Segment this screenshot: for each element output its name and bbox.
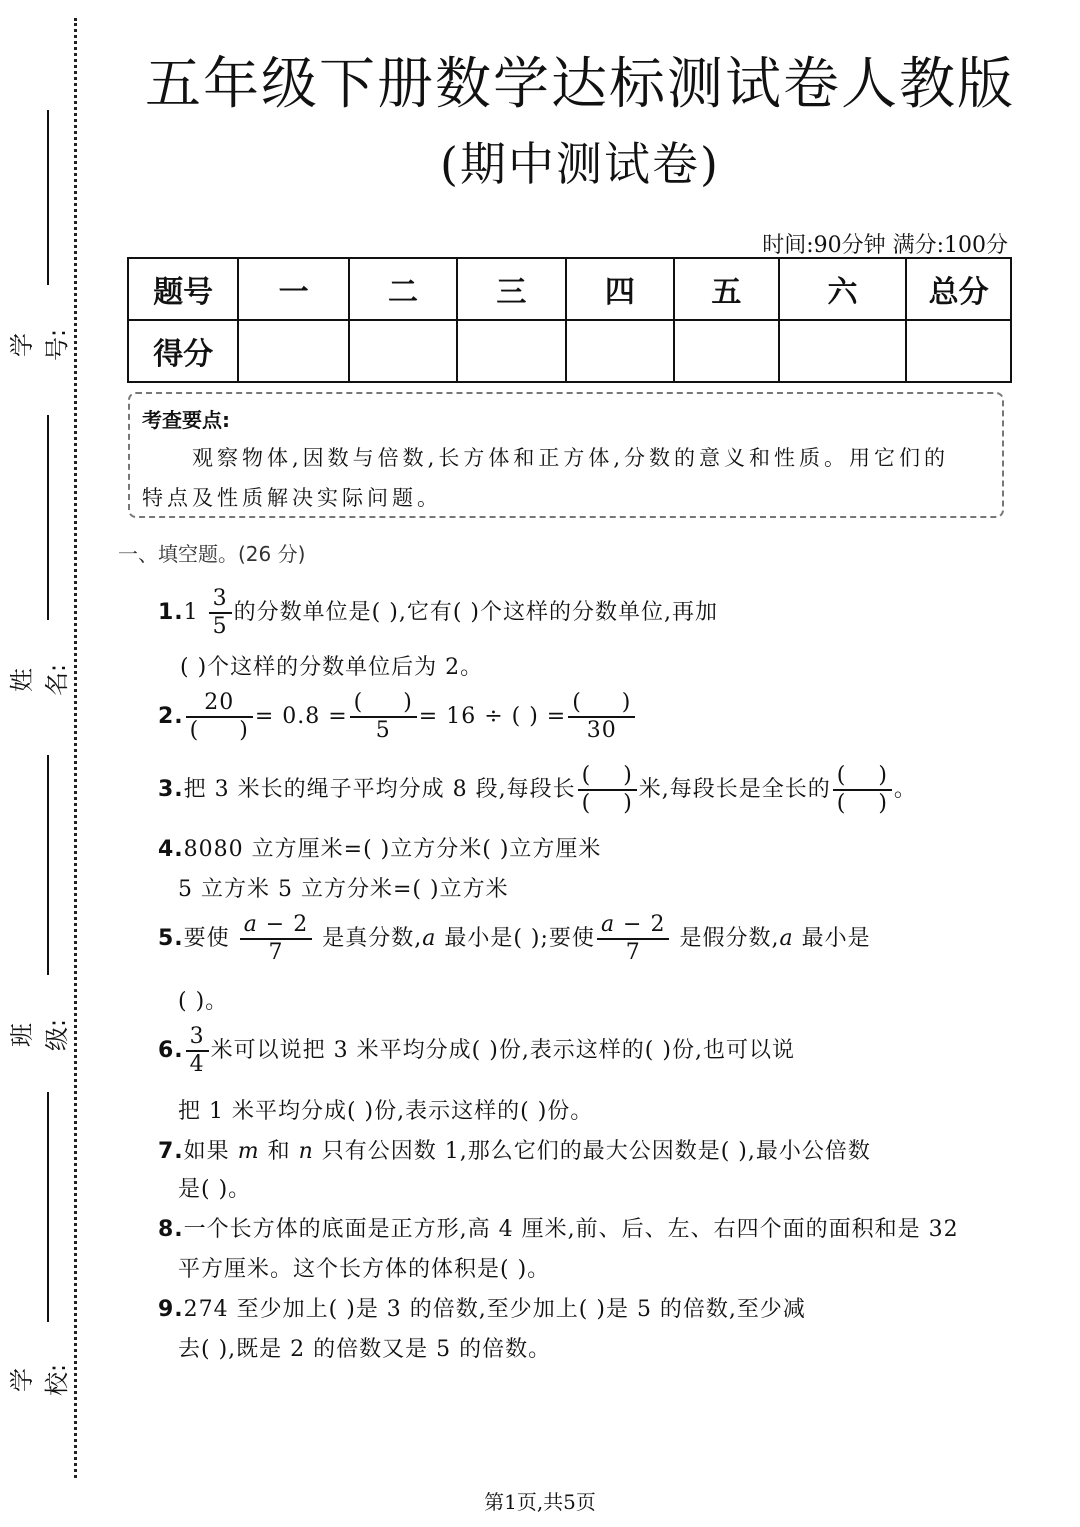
question-5-cont: ( )。 [178, 989, 229, 1014]
score-cell[interactable] [238, 320, 348, 382]
question-text: 一个长方体的底面是正方形,高 4 厘米,前、后、左、右四个面的面积和是 32 [183, 1217, 959, 1242]
header-cell: 五 [674, 258, 779, 320]
score-table-score-row [128, 320, 1011, 382]
question-text: 是真分数, [322, 926, 423, 951]
score-cell[interactable] [566, 320, 674, 382]
name-line [47, 415, 49, 620]
section-heading: 一、填空题。(26 分) [118, 542, 306, 566]
question-text: 只有公因数 1,那么它们的最大公因数是( ),最小公倍数 [321, 1139, 871, 1164]
time-info: 时间:90分钟 满分:100分 [762, 233, 1008, 258]
header-cell: 总分 [906, 258, 1011, 320]
question-text: 米,每段长是全长的 [638, 777, 831, 802]
fraction: $\frac{a - 2}{7}$ [240, 912, 313, 966]
fraction: $\frac{20}{( )}$ [186, 690, 253, 744]
fraction: $\frac{( )}{( )}$ [578, 763, 637, 817]
fraction: $\frac{a - 2}{7}$ [597, 912, 670, 966]
header-cell: 四 [566, 258, 674, 320]
question-text: 要使 [183, 926, 230, 951]
score-cell[interactable] [349, 320, 457, 382]
header-cell: 二 [349, 258, 457, 320]
page-subtitle: (期中测试卷) [440, 137, 720, 191]
question-text: 把 3 米长的绳子平均分成 8 段,每段长 [183, 777, 576, 802]
header-cell: 题号 [128, 258, 238, 320]
question-text: 是假分数, [679, 926, 780, 951]
class-label: 班级: [8, 1018, 71, 1052]
header-cell: 六 [779, 258, 907, 320]
question-6: 6. $\frac{3}{4}$ 米可以说把 3 米平均分成( )份,表示这样的( )份,也可以说 [158, 1024, 795, 1077]
question-7: 7.如果 m 和 n 只有公因数 1,那么它们的最大公因数是( ),最小公倍数 [158, 1139, 871, 1164]
question-text: 米可以说把 3 米平均分成( )份,表示这样的( )份,也可以说 [210, 1038, 795, 1063]
question-text: 如果 [183, 1139, 230, 1164]
question-2: 2. $\frac{20}{( )}$ = 0.8 = $\frac{( )}{5}$ = 16 ÷ ( ) = $\frac{( )}{30}$ [158, 690, 637, 744]
student-no-label: 学号: [8, 328, 71, 362]
header-cell: 一 [238, 258, 348, 320]
key-points-text: 特点及性质解决实际问题。 [142, 486, 442, 510]
fraction: $\frac{3}{5}$ [209, 586, 232, 640]
question-text: 8080 立方厘米=( )立方分米( )立方厘米 [183, 837, 602, 862]
question-text: 的分数单位是( ),它有( )个这样的分数单位,再加 [233, 600, 718, 625]
student-no-line [47, 110, 49, 285]
question-4: 4.8080 立方厘米=( )立方分米( )立方厘米 [158, 837, 602, 862]
page-title: 五年级下册数学达标测试卷人教版 [145, 52, 1015, 117]
question-5: 5.要使 $\frac{a - 2}{7}$ 是真分数,a 最小是( );要使 $\frac{a - 2}{7}$ 是假分数,a 最小是 [158, 912, 871, 965]
key-points-title: 考查要点: [142, 408, 230, 432]
name-label: 姓名: [8, 663, 71, 697]
score-cell[interactable] [457, 320, 565, 382]
question-text: 和 [267, 1139, 291, 1164]
question-text: = 16 ÷ ( ) = [418, 704, 567, 729]
fraction: $\frac{( )}{( )}$ [833, 763, 892, 817]
score-cell[interactable] [906, 320, 1011, 382]
page-footer: 第1页,共5页 [484, 1490, 596, 1514]
question-8-cont: 平方厘米。这个长方体的体积是( )。 [178, 1257, 551, 1282]
school-line [47, 1092, 49, 1322]
header-cell: 三 [457, 258, 565, 320]
score-table-header-row [128, 258, 1011, 320]
fraction: $\frac{3}{4}$ [186, 1024, 209, 1078]
binding-dashed-line [74, 18, 77, 1478]
question-text: 最小是( );要使 [444, 926, 595, 951]
question-1: 1.1 $\frac{3}{5}$ 的分数单位是( ),它有( )个这样的分数单位,再加 [158, 586, 718, 639]
score-cell[interactable] [779, 320, 907, 382]
key-points-box [128, 392, 1004, 518]
score-cell[interactable] [674, 320, 779, 382]
question-6-cont: 把 1 米平均分成( )份,表示这样的( )份。 [178, 1099, 594, 1124]
question-1-cont: ( )个这样的分数单位后为 2。 [180, 655, 484, 680]
question-text: 274 至少加上( )是 3 的倍数,至少加上( )是 5 的倍数,至少减 [183, 1297, 806, 1322]
class-line [47, 755, 49, 975]
question-4-cont: 5 立方米 5 立方分米=( )立方米 [178, 877, 509, 902]
school-label: 学校: [8, 1363, 71, 1397]
question-8: 8.一个长方体的底面是正方形,高 4 厘米,前、后、左、右四个面的面积和是 32 [158, 1217, 959, 1242]
question-9: 9.274 至少加上( )是 3 的倍数,至少加上( )是 5 的倍数,至少减 [158, 1297, 806, 1322]
score-table [127, 257, 1012, 383]
key-points-text: 观察物体,因数与倍数,长方体和正方体,分数的意义和性质。用它们的 [192, 446, 950, 470]
fraction: $\frac{( )}{30}$ [568, 690, 635, 744]
row-label: 得分 [128, 320, 238, 382]
fraction: $\frac{( )}{5}$ [350, 690, 417, 744]
question-9-cont: 去( ),既是 2 的倍数又是 5 的倍数。 [178, 1337, 552, 1362]
question-3: 3.把 3 米长的绳子平均分成 8 段,每段长 $\frac{( )}{( )}$ 米,每段长是全长的 $\frac{( )}{( )}$ 。 [158, 763, 917, 816]
question-text: = 0.8 = [254, 704, 348, 729]
question-text: 最小是 [801, 926, 871, 951]
question-7-cont: 是( )。 [178, 1177, 252, 1202]
